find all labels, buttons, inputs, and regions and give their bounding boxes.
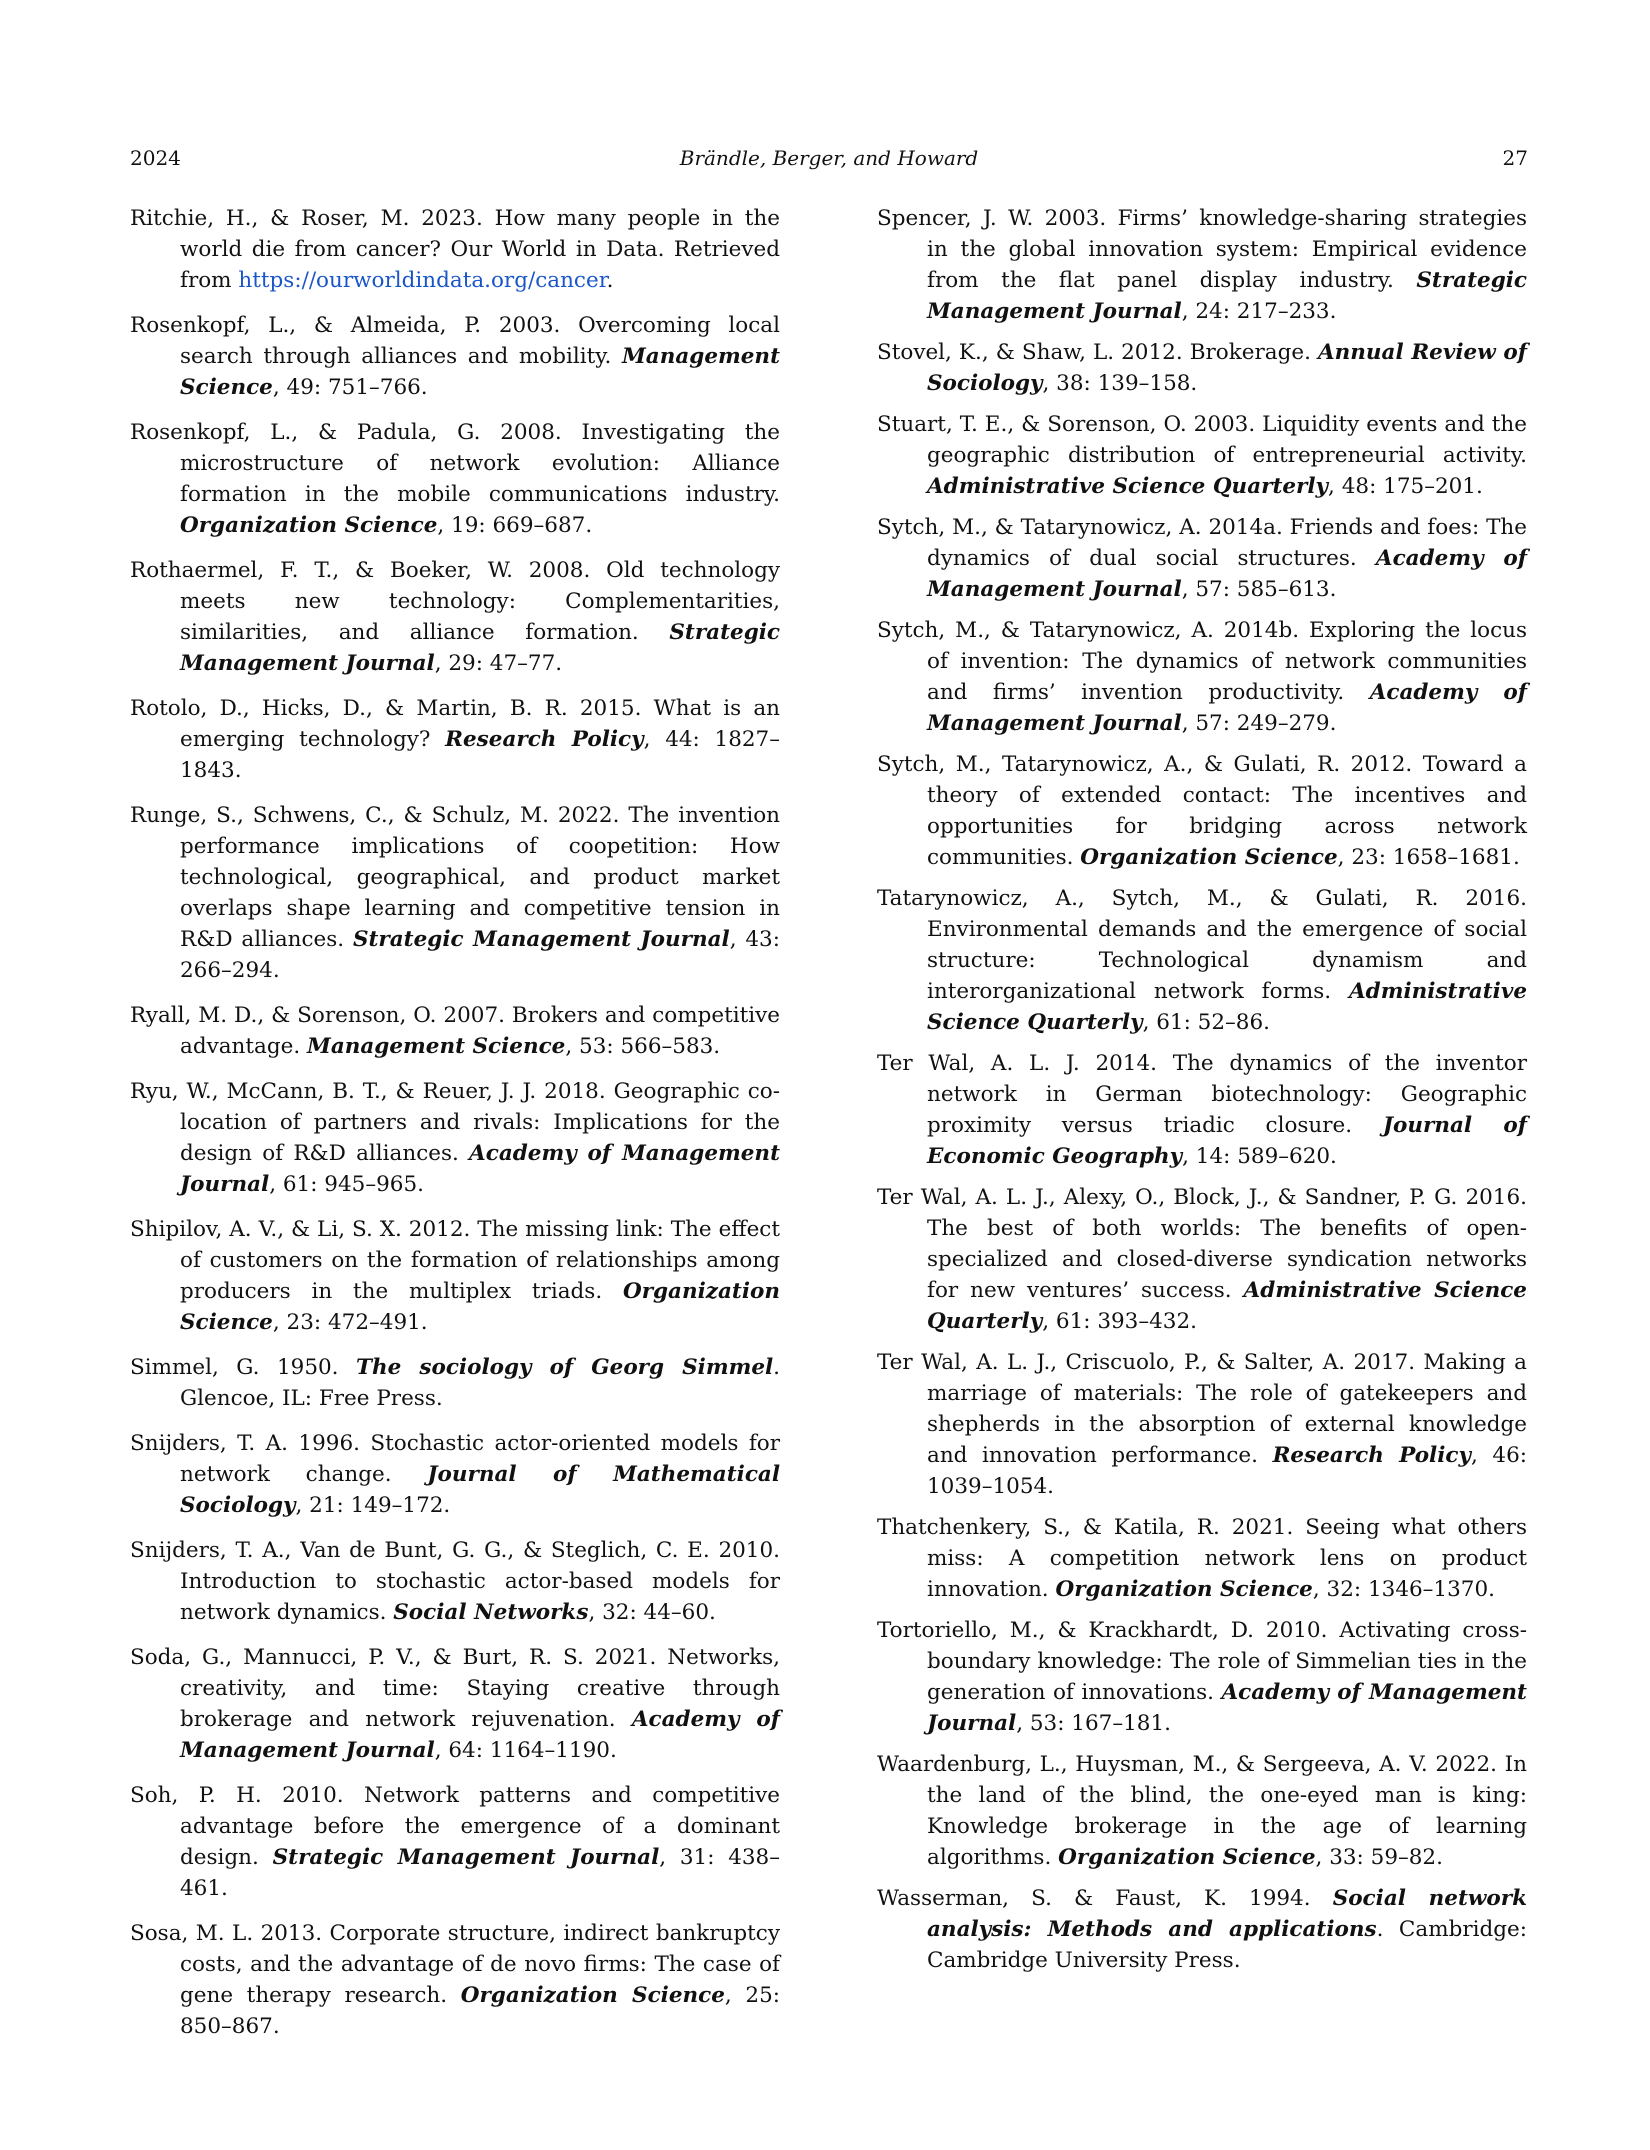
reference-source: Academy of Management Journal xyxy=(927,1680,1527,1736)
reference-entry xyxy=(877,337,1527,399)
reference-details: , 61: 52–86. xyxy=(1142,1010,1270,1035)
reference-text: Ryu, W., McCann, B. T., & Reuer, J. J. 2018. Geographic co-location of partners and rivals: Implications for the design of R&D alliances. xyxy=(130,1079,780,1166)
reference-source: Organization Science xyxy=(180,513,438,538)
reference-text: Runge, S., Schwens, C., & Schulz, M. 2022. The invention performance implications of coopetition: How technological, geographical, and product market overlaps shape learning and competitive tension in R&D alliances. xyxy=(130,803,780,952)
reference-entry xyxy=(130,1780,780,1904)
reference-source: Academy of Management Journal xyxy=(180,1141,780,1197)
reference-text: Waardenburg, L., Huysman, M., & Sergeeva, A. V. 2022. In the land of the blind, the one-eyed man is king: Knowledge brokerage in the age of learning algorithms. xyxy=(877,1752,1527,1870)
reference-text: Ryall, M. D., & Sorenson, O. 2007. Brokers and competitive advantage. xyxy=(130,1003,780,1059)
reference-entry xyxy=(130,1076,780,1200)
reference-entry xyxy=(877,1182,1527,1337)
reference-entry xyxy=(130,1352,780,1414)
reference-details: , 21: 149–172. xyxy=(295,1493,451,1518)
reference-entry xyxy=(130,1000,780,1062)
reference-source: Academy of Management Journal xyxy=(180,1707,781,1763)
reference-text: Stuart, T. E., & Sorenson, O. 2003. Liquidity events and the geographic distribution of entrepreneurial activity. xyxy=(877,412,1527,468)
reference-entry xyxy=(877,1347,1527,1502)
reference-text: Tatarynowicz, A., Sytch, M., & Gulati, R. 2016. Environmental demands and the emergence of social structure: Technological dynamism and interorganizational network forms. xyxy=(877,886,1527,1004)
reference-source: Organization Science xyxy=(1058,1845,1316,1870)
reference-entry xyxy=(877,409,1527,502)
reference-details: , 19: 669–687. xyxy=(437,513,593,538)
reference-entry xyxy=(877,1883,1527,1976)
reference-details: , 23: 1658–1681. xyxy=(1337,845,1520,870)
reference-entry xyxy=(130,1214,780,1338)
reference-text: Soda, G., Mannucci, P. V., & Burt, R. S. 2021. Networks, creativity, and time: Staying creative through brokerage and network rejuvenation. xyxy=(130,1645,780,1732)
reference-details: . xyxy=(606,268,614,293)
reference-source: Journal of Economic Geography xyxy=(927,1113,1528,1169)
reference-text: Ter Wal, A. L. J. 2014. The dynamics of the inventor network in German biotechnology: Geographic proximity versus triadic closure. xyxy=(877,1051,1527,1138)
reference-details: , 25: 850–867. xyxy=(180,1983,780,2039)
reference-details: , 57: 585–613. xyxy=(1181,577,1337,602)
reference-details: , 49: 751–766. xyxy=(272,375,428,400)
reference-entry xyxy=(130,1535,780,1628)
reference-entry xyxy=(130,203,780,296)
reference-details: . Glencoe, IL: Free Press. xyxy=(180,1355,781,1411)
reference-details: , 14: 589–620. xyxy=(1182,1144,1337,1169)
reference-source: Administrative Science Quarterly xyxy=(927,979,1527,1035)
reference-source: Research Policy xyxy=(445,727,644,752)
reference-details: , 32: 1346–1370. xyxy=(1312,1577,1495,1602)
reference-text: Tortoriello, M., & Krackhardt, D. 2010. Activating cross-boundary knowledge: The role of Simmelian ties in the generation of innovations. xyxy=(877,1618,1527,1705)
reference-text: Sytch, M., Tatarynowicz, A., & Gulati, R. 2012. Toward a theory of extended contact: The incentives and opportunities for bridging across network communities. xyxy=(877,752,1527,870)
reference-source: Organization Science xyxy=(180,1279,780,1335)
reference-details: , 29: 47–77. xyxy=(434,651,563,676)
reference-text: Sosa, M. L. 2013. Corporate structure, indirect bankruptcy costs, and the advantage of de novo firms: The case of gene therapy research. xyxy=(130,1921,780,2008)
reference-entry xyxy=(130,800,780,986)
reference-text: Rotolo, D., Hicks, D., & Martin, B. R. 2015. What is an emerging technology? xyxy=(130,696,780,752)
reference-source: Management Science xyxy=(180,344,780,400)
reference-text: Snijders, T. A. 1996. Stochastic actor-oriented models for network change. xyxy=(130,1431,780,1487)
reference-details: , 33: 59–82. xyxy=(1315,1845,1443,1870)
reference-source: Strategic Management Journal xyxy=(927,268,1527,324)
reference-text: Snijders, T. A., Van de Bunt, G. G., & Steglich, C. E. 2010. Introduction to stochastic actor-based models for network dynamics. xyxy=(130,1538,780,1625)
reference-text: Ritchie, H., & Roser, M. 2023. How many people in the world die from cancer? Our World in Data. Retrieved from xyxy=(130,206,780,293)
reference-source: Administrative Science Quarterly xyxy=(927,1278,1527,1334)
reference-source: Strategic Management Journal xyxy=(352,927,730,952)
reference-entry xyxy=(877,1749,1527,1873)
reference-entry xyxy=(130,310,780,403)
reference-entry xyxy=(877,1512,1527,1605)
reference-source: Strategic Management Journal xyxy=(272,1845,660,1870)
reference-source: Social network analysis: Methods and applications xyxy=(927,1886,1527,1942)
reference-details: , 23: 472–491. xyxy=(272,1310,428,1335)
reference-text: Rosenkopf, L., & Padula, G. 2008. Investigating the microstructure of network evolution: Alliance formation in the mobile communications industry. xyxy=(130,420,780,507)
running-header xyxy=(130,143,1528,173)
reference-details: , 61: 393–432. xyxy=(1042,1309,1197,1334)
reference-entry xyxy=(877,512,1527,605)
reference-entry xyxy=(130,417,780,541)
reference-source: Organization Science xyxy=(1080,845,1338,870)
reference-details: , 53: 566–583. xyxy=(565,1034,721,1059)
reference-source: Organization Science xyxy=(1055,1577,1313,1602)
reference-source: The sociology of Georg Simmel xyxy=(355,1355,774,1380)
page-number: 27 xyxy=(1502,146,1528,170)
reference-details: . Cambridge: Cambridge University Press. xyxy=(927,1917,1527,1973)
reference-text: Stovel, K., & Shaw, L. 2012. Brokerage. xyxy=(877,340,1318,365)
reference-entry xyxy=(130,1642,780,1766)
reference-details: , 38: 139–158. xyxy=(1042,371,1198,396)
reference-entry xyxy=(877,203,1527,327)
reference-entry xyxy=(130,555,780,679)
reference-details: , 43: 266–294. xyxy=(180,927,780,983)
reference-details: , 24: 217–233. xyxy=(1181,299,1337,324)
reference-source: Annual Review of Sociology xyxy=(927,340,1527,396)
reference-source: Academy of Management Journal xyxy=(927,546,1528,602)
reference-text: Shipilov, A. V., & Li, S. X. 2012. The missing link: The effect of customers on the formation of relationships among producers in the multiplex triads. xyxy=(130,1217,780,1304)
reference-details: , 48: 175–201. xyxy=(1328,474,1483,499)
reference-source: Research Policy xyxy=(1272,1443,1471,1468)
reference-text: Ter Wal, A. L. J., Alexy, O., Block, J., & Sandner, P. G. 2016. The best of both worlds: The benefits of open-specialized and closed-diverse syndication networks for new ventures’ success. xyxy=(877,1185,1527,1303)
reference-details: , 57: 249–279. xyxy=(1181,711,1337,736)
reference-details: , 32: 44–60. xyxy=(588,1600,716,1625)
reference-entry xyxy=(877,883,1527,1038)
reference-text: Ter Wal, A. L. J., Criscuolo, P., & Salter, A. 2017. Making a marriage of materials: The role of gatekeepers and shepherds in the absorption of external knowledge and innovation performance. xyxy=(877,1350,1527,1468)
reference-entry xyxy=(130,1428,780,1521)
reference-link[interactable]: https://ourworldindata.org/cancer xyxy=(238,268,607,293)
reference-text: Sytch, M., & Tatarynowicz, A. 2014b. Exploring the locus of invention: The dynamics of network communities and firms’ invention productivity. xyxy=(877,618,1527,705)
reference-text: Thatchenkery, S., & Katila, R. 2021. Seeing what others miss: A competition network lens on product innovation. xyxy=(877,1515,1527,1602)
reference-source: Organization Science xyxy=(460,1983,725,2008)
reference-entry xyxy=(130,1918,780,2042)
reference-text: Simmel, G. 1950. xyxy=(130,1355,356,1380)
reference-entry xyxy=(877,615,1527,739)
reference-source: Management Science xyxy=(307,1034,566,1059)
reference-entry xyxy=(877,1615,1527,1739)
reference-text: Soh, P. H. 2010. Network patterns and competitive advantage before the emergence of a dominant design. xyxy=(130,1783,780,1870)
reference-entry xyxy=(130,693,780,786)
references-right-column xyxy=(877,203,1527,1986)
reference-details: , 46: 1039–1054. xyxy=(927,1443,1527,1499)
header-year: 2024 xyxy=(130,146,181,170)
reference-details: , 61: 945–965. xyxy=(269,1172,424,1197)
reference-entry xyxy=(877,749,1527,873)
reference-text: Wasserman, S. & Faust, K. 1994. xyxy=(877,1886,1333,1911)
reference-text: Rothaermel, F. T., & Boeker, W. 2008. Old technology meets new technology: Complementarities, similarities, and alliance formation. xyxy=(130,558,780,645)
reference-details: , 44: 1827–1843. xyxy=(180,727,780,783)
reference-source: Strategic Management Journal xyxy=(180,620,780,676)
reference-details: , 31: 438–461. xyxy=(180,1845,780,1901)
reference-source: Administrative Science Quarterly xyxy=(927,474,1329,499)
reference-source: Social Networks xyxy=(393,1600,589,1625)
reference-source: Journal of Mathematical Sociology xyxy=(180,1462,781,1518)
reference-source: Academy of Management Journal xyxy=(927,680,1528,736)
references-left-column xyxy=(130,203,780,2056)
reference-text: Rosenkopf, L., & Almeida, P. 2003. Overcoming local search through alliances and mobility. xyxy=(130,313,780,369)
reference-entry xyxy=(877,1048,1527,1172)
header-authors: Brändle, Berger, and Howard xyxy=(679,146,979,170)
reference-text: Sytch, M., & Tatarynowicz, A. 2014a. Friends and foes: The dynamics of dual social structures. xyxy=(877,515,1527,571)
reference-text: Spencer, J. W. 2003. Firms’ knowledge-sharing strategies in the global innovation system: Empirical evidence from the flat panel display industry. xyxy=(877,206,1527,293)
reference-details: , 64: 1164–1190. xyxy=(434,1738,617,1763)
reference-details: , 53: 167–181. xyxy=(1016,1711,1171,1736)
